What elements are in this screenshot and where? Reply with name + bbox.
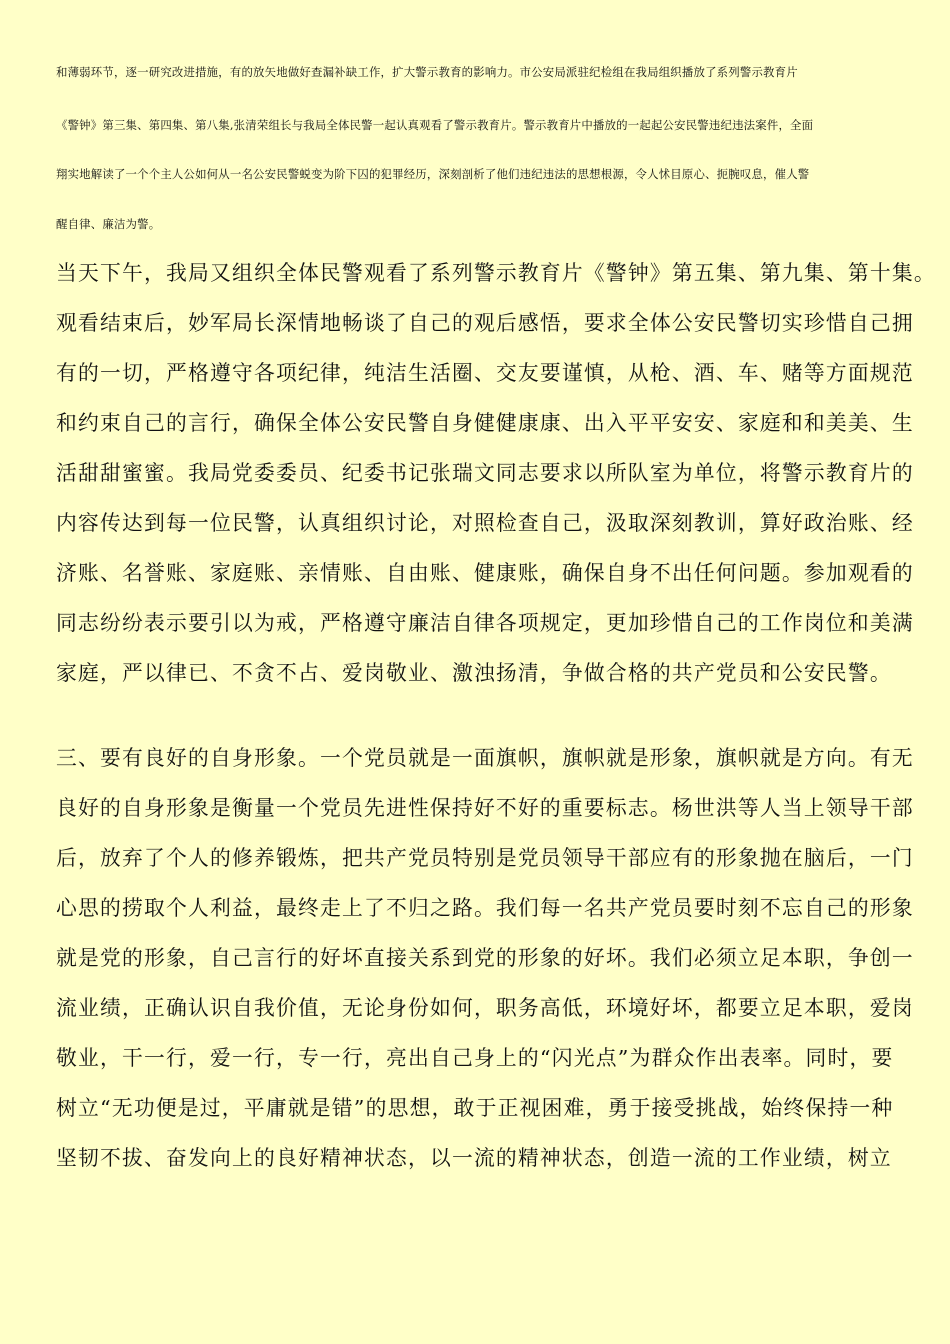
section-line: 就是党的形象，自己言行的好坏直接关系到党的形象的好坏。我们必须立足本职，争创一 bbox=[56, 946, 914, 970]
paragraph-line: 同志纷纷表示要引以为戒，严格遵守廉洁自律各项规定，更加珍惜自己的工作岗位和美满 bbox=[56, 611, 914, 635]
intro-line: 翔实地解读了一个个主人公如何从一名公安民警蜕变为阶下囚的犯罪经历，深刻剖析了他们违纪违法的思想根源，令人怵目原心、扼腕叹息，催人警 bbox=[56, 167, 810, 181]
paragraph-line: 内容传达到每一位民警，认真组织讨论，对照检查自己，汲取深刻教训，算好政治账、经 bbox=[56, 511, 914, 535]
paragraph-line: 家庭，严以律已、不贪不占、爱岗敬业、激浊扬清，争做合格的共产党员和公安民警。 bbox=[56, 661, 892, 685]
paragraph-line: 观看结束后，妙军局长深情地畅谈了自己的观后感悟，要求全体公安民警切实珍惜自己拥 bbox=[56, 311, 914, 335]
section-line: 树立“无功便是过，平庸就是错”的思想，敢于正视困难，勇于接受挑战，始终保持一种 bbox=[56, 1096, 894, 1120]
paragraph-line: 济账、名誉账、家庭账、亲情账、自由账、健康账，确保自身不出任何问题。参加观看的 bbox=[56, 561, 914, 585]
paragraph-line: 有的一切，严格遵守各项纪律，纯洁生活圈、交友要谨慎，从枪、酒、车、赌等方面规范 bbox=[56, 361, 914, 385]
section-line: 流业绩，正确认识自我价值，无论身份如何，职务高低，环境好坏，都要立足本职，爱岗 bbox=[56, 996, 914, 1020]
section-line: 心思的捞取个人利益，最终走上了不归之路。我们每一名共产党员要时刻不忘自己的形象 bbox=[56, 896, 914, 920]
section-line: 良好的自身形象是衡量一个党员先进性保持好不好的重要标志。杨世洪等人当上领导干部 bbox=[56, 796, 914, 820]
section-line: 三、要有良好的自身形象。一个党员就是一面旗帜，旗帜就是形象，旗帜就是方向。有无 bbox=[56, 746, 914, 770]
intro-line: 醒自律、廉洁为警。 bbox=[56, 217, 161, 231]
intro-line: 《警钟》第三集、第四集、第八集,张清荣组长与我局全体民警一起认真观看了警示教育片。警示教育片中播放的一起起公安民警违纪违法案件，全面 bbox=[56, 118, 814, 132]
paragraph-line: 活甜甜蜜蜜。我局党委委员、纪委书记张瑞文同志要求以所队室为单位，将警示教育片的 bbox=[56, 461, 914, 485]
paragraph-line: 当天下午，我局又组织全体民警观看了系列警示教育片《警钟》第五集、第九集、第十集。 bbox=[56, 261, 936, 285]
intro-line: 和薄弱环节，逐一研究改进措施，有的放矢地做好查漏补缺工作，扩大警示教育的影响力。市公安局派驻纪检组在我局组织播放了系列警示教育片 bbox=[56, 65, 798, 79]
section-line: 敬业，干一行，爱一行，专一行，亮出自己身上的“闪光点”为群众作出表率。同时，要 bbox=[56, 1046, 894, 1070]
section-line: 后，放弃了个人的修养锻炼，把共产党员特别是党员领导干部应有的形象抛在脑后，一门 bbox=[56, 846, 914, 870]
paragraph-line: 和约束自己的言行，确保全体公安民警自身健健康康、出入平平安安、家庭和和美美、生 bbox=[56, 411, 914, 435]
section-line: 坚韧不拔、奋发向上的良好精神状态，以一流的精神状态，创造一流的工作业绩，树立 bbox=[56, 1146, 892, 1170]
